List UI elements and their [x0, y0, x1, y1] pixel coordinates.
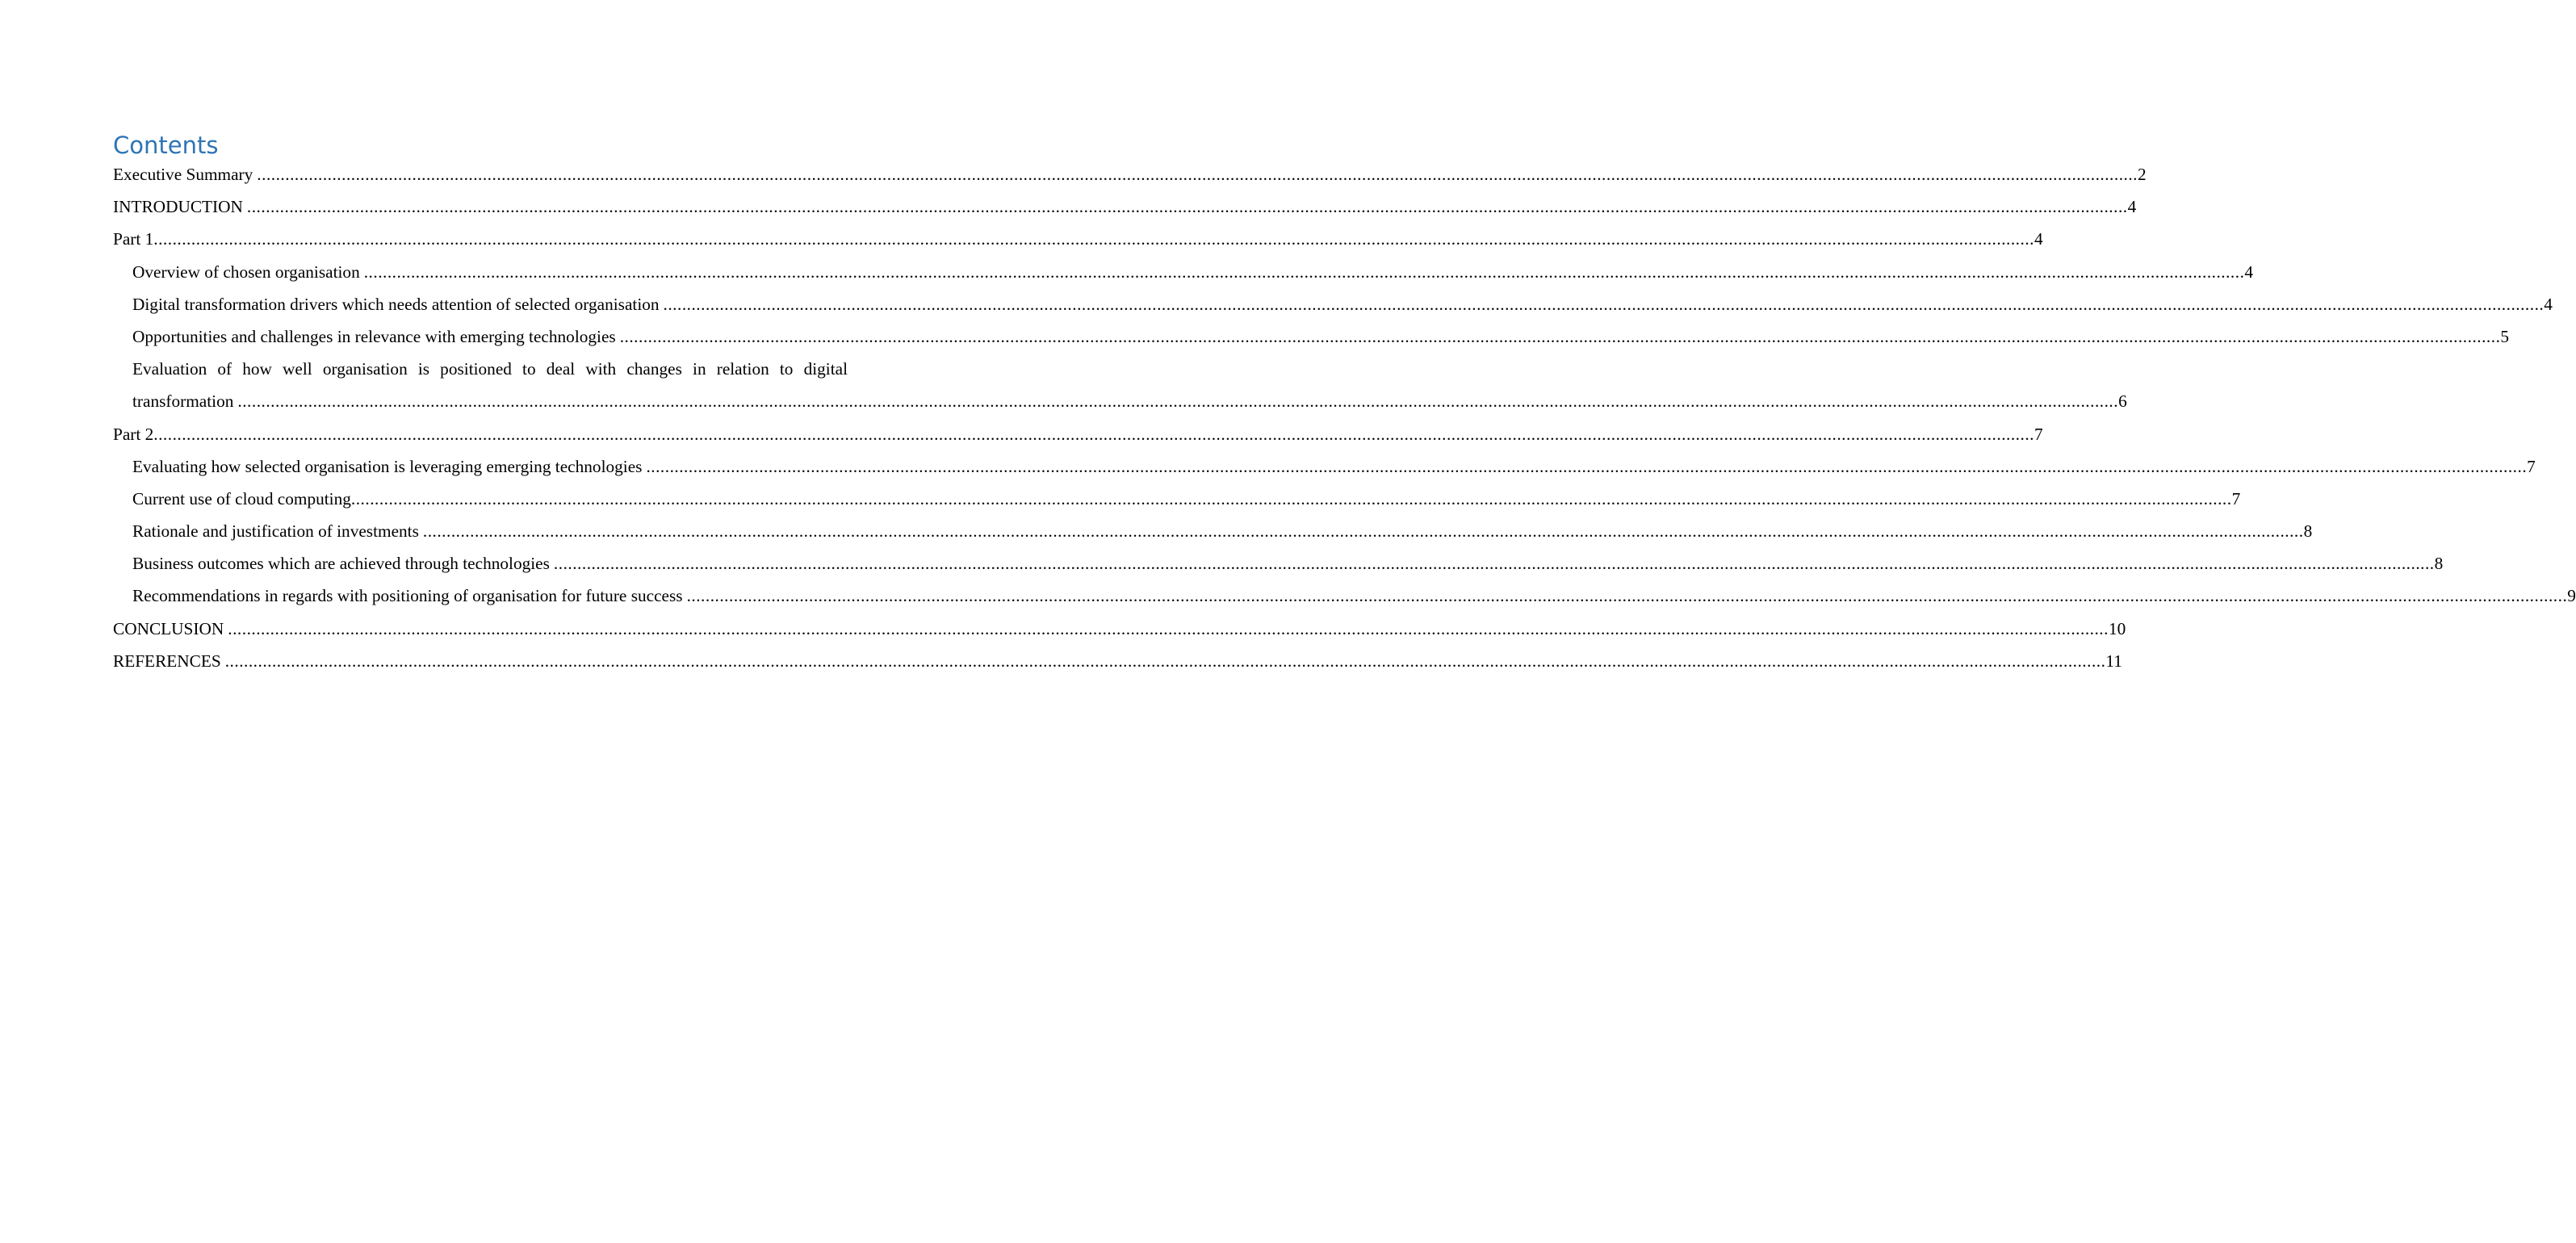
- dot-leader: ................................................................................................................................................................................................................................................................................................................................................................................................................: [422, 521, 2304, 542]
- dot-leader: ................................................................................................................................................................................................................................................................................................................................................................................................................: [646, 456, 2528, 476]
- dot-leader: ................................................................................................................................................................................................................................................................................................................................................................................................................: [350, 488, 2232, 508]
- toc-entry-label: Part 1: [113, 229, 154, 249]
- toc-entry-label: Recommendations in regards with positioning of organisation for future success: [132, 586, 683, 606]
- contents-heading: Contents: [113, 132, 219, 159]
- dot-leader: ................................................................................................................................................................................................................................................................................................................................................................................................................: [153, 424, 2034, 444]
- dot-leader: ................................................................................................................................................................................................................................................................................................................................................................................................................: [363, 262, 2245, 282]
- toc-page-number: 8: [2434, 554, 2444, 574]
- dot-leader: ................................................................................................................................................................................................................................................................................................................................................................................................................: [663, 294, 2545, 314]
- toc-page-number: 6: [2118, 391, 2127, 412]
- toc-entry-label: INTRODUCTION: [113, 197, 243, 217]
- toc-entry-label: Part 2: [113, 424, 154, 444]
- toc-entry-digital-drivers[interactable]: [132, 288, 2553, 320]
- toc-entry-opportunities[interactable]: [132, 320, 2510, 353]
- toc-entry-label: Opportunities and challenges in relevance with emerging technologies: [132, 326, 616, 346]
- toc-entry-label: Current use of cloud computing: [132, 488, 351, 508]
- toc-entry-references[interactable]: [113, 645, 2122, 677]
- toc-page-number: 4: [2244, 262, 2254, 282]
- toc-page-number: 10: [2108, 618, 2126, 638]
- toc-entry-label: CONCLUSION: [113, 618, 224, 638]
- toc-entry-label-continued: transformation: [132, 391, 234, 412]
- table-of-contents: [113, 158, 2576, 677]
- toc-entry-label: REFERENCES: [113, 651, 221, 671]
- toc-entry-introduction[interactable]: [113, 190, 2137, 223]
- toc-entry-rationale[interactable]: [132, 515, 2313, 547]
- toc-entry-evaluation[interactable]: [132, 353, 2127, 417]
- toc-entry-part-2[interactable]: [113, 418, 2043, 450]
- toc-page-number: 9: [2567, 586, 2576, 606]
- toc-page-number: 4: [2034, 229, 2043, 249]
- toc-entry-label: Business outcomes which are achieved through technologies: [132, 554, 550, 574]
- toc-page-number: 11: [2105, 651, 2122, 671]
- toc-entry-leveraging[interactable]: [132, 450, 2536, 483]
- toc-entry-part-1[interactable]: [113, 223, 2043, 255]
- toc-entry-label: Digital transformation drivers which needs attention of selected organisation: [132, 294, 660, 314]
- toc-page-number: 7: [2527, 456, 2536, 476]
- toc-entry-executive-summary[interactable]: [113, 158, 2147, 190]
- dot-leader: ................................................................................................................................................................................................................................................................................................................................................................................................................: [686, 586, 2568, 606]
- toc-entry-label: Rationale and justification of investments: [132, 521, 419, 542]
- toc-entry-recommendations[interactable]: [132, 580, 2576, 612]
- dot-leader: ................................................................................................................................................................................................................................................................................................................................................................................................................: [153, 229, 2034, 249]
- toc-entry-label: Executive Summary: [113, 165, 253, 184]
- toc-entry-conclusion[interactable]: [113, 613, 2126, 645]
- dot-leader: ................................................................................................................................................................................................................................................................................................................................................................................................................: [246, 197, 2128, 217]
- toc-entry-label: Evaluating how selected organisation is leveraging emerging technologies: [132, 456, 643, 476]
- toc-page-number: 7: [2034, 424, 2043, 444]
- toc-entry-overview[interactable]: [132, 256, 2254, 288]
- dot-leader: ................................................................................................................................................................................................................................................................................................................................................................................................................: [237, 391, 2119, 412]
- toc-entry-label: Overview of chosen organisation: [132, 262, 360, 282]
- toc-page-number: 4: [2127, 197, 2137, 217]
- toc-page-number: 2: [2137, 165, 2147, 184]
- toc-entry-cloud-computing[interactable]: [132, 483, 2241, 515]
- toc-page-number: 5: [2500, 326, 2510, 346]
- toc-page-number: 7: [2231, 488, 2241, 508]
- dot-leader: ................................................................................................................................................................................................................................................................................................................................................................................................................: [553, 554, 2435, 574]
- toc-entry-label: Evaluation of how well organisation is positioned to deal with changes in relation to digital: [132, 359, 848, 379]
- dot-leader: ................................................................................................................................................................................................................................................................................................................................................................................................................: [228, 618, 2109, 638]
- dot-leader: ................................................................................................................................................................................................................................................................................................................................................................................................................: [257, 165, 2138, 184]
- toc-entry-business-outcomes[interactable]: [132, 547, 2444, 580]
- toc-page-number: 8: [2303, 521, 2313, 542]
- dot-leader: ................................................................................................................................................................................................................................................................................................................................................................................................................: [619, 326, 2501, 346]
- dot-leader: ................................................................................................................................................................................................................................................................................................................................................................................................................: [224, 651, 2106, 671]
- toc-page-number: 4: [2544, 294, 2553, 314]
